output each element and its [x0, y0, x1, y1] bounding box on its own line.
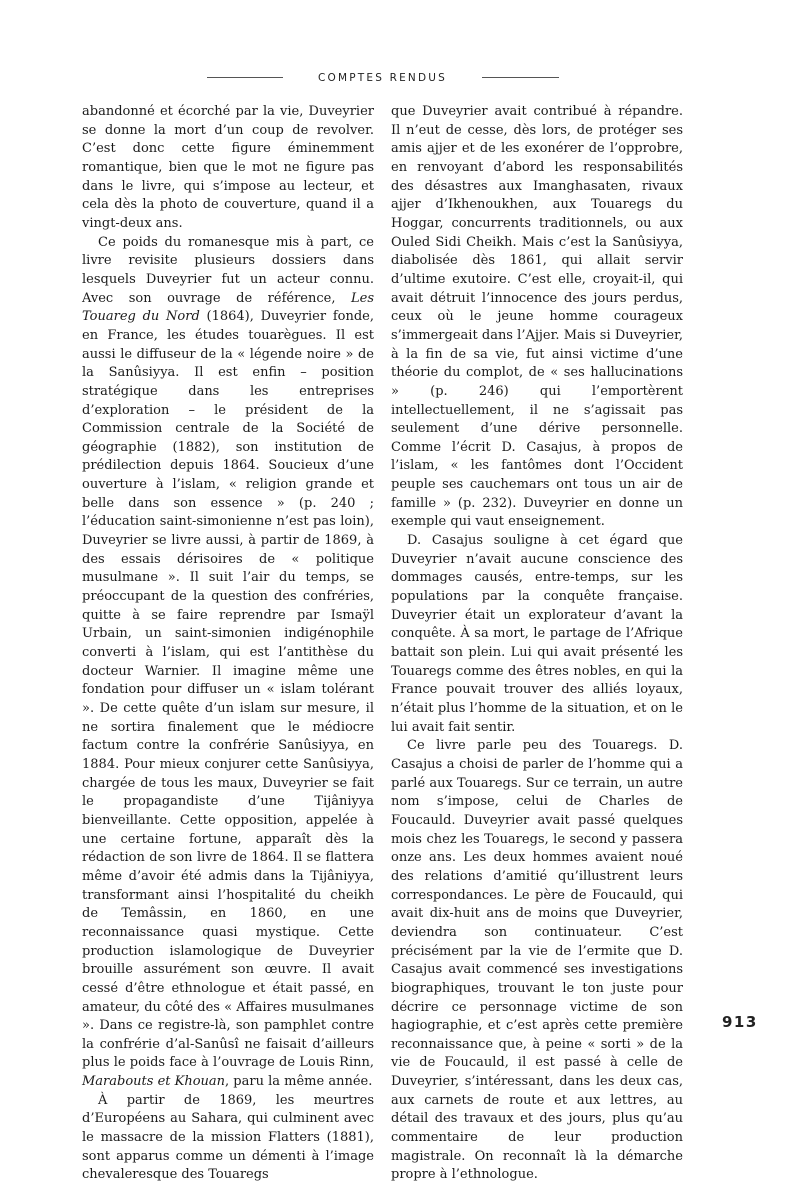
- page-number: 913: [722, 1013, 758, 1031]
- left-paragraph-3: À partir de 1869, les meurtres d’Européens au Sahara, qui culminent avec le massacre de la mission Flatters (1881), sont apparus comme un démenti à l’image chevaleresque des Touaregs: [82, 1092, 374, 1183]
- left-paragraph-1: abandonné et écorché par la vie, Duveyrier se donne la mort d’un coup de revolver. C’est donc cette figure éminemment romantique, bien que le mot ne figure pas dans le livre, qui s’impose au lecteur, et cela dès la photo de couverture, quand il a vingt-deux ans.: [82, 104, 374, 231]
- right-paragraph-1: que Duveyrier avait contribué à répandre. Il n’eut de cesse, dès lors, de protéger ses amis ajjer et de les exonérer de l’opprobre, en renvoyant d’abord les responsabilités des désastres aux Imanghasaten, rivaux ajjer d’Ikhenoukhen, aux Touaregs du Hoggar, concurrents traditionnels, ou aux Ouled Sidi Cheikh. Mais c’est la Sanûsiyya, diabolisée dès 1861, qui allait servir d’ultime exutoire. C’est elle, croyait-il, qui avait détruit l’innocence des jours perdus, ceux où le jeune homme courageux s’immergeait dans l’Ajjer. Mais si Duveyrier, à la fin de sa vie, fut ainsi victime d’une théorie du complot, de « ses hallucinations » (p. 246) qui l’emportèrent intellectuellement, il ne s’agissait pas seulement d’une dérive personnelle. Comme l’écrit D. Casajus, à propos de l’islam, « les fantômes dont l’Occident peuple ses cauchemars ont tous un air de famille » (p. 232). Duveyrier en donne un exemple qui vaut enseignement.: [391, 104, 683, 530]
- left-paragraph-2-part-a: Ce poids du romanesque mis à part, ce livre revisite plusieurs dossiers dans lesquels Duveyrier fut un acteur connu. Avec son ouvrage de référence,: [82, 234, 374, 306]
- right-column: [391, 103, 683, 1185]
- running-head-title: COMPTES RENDUS: [317, 72, 448, 84]
- book-title-marabouts-et-khouan: Marabouts et Khouan: [82, 1074, 226, 1090]
- right-paragraph-3: Ce livre parle peu des Touaregs. D. Casajus a choisi de parler de l’homme qui a parlé aux Touaregs. Sur ce terrain, un autre nom s’impose, celui de Charles de Foucauld. Duveyrier avait passé quelques mois chez les Touaregs, le second y passera onze ans. Les deux hommes avaient noué des relations d’amitié qu’illustrent leurs correspondances. Le père de Foucauld, qui avait dix-huit ans de moins que Duveyrier, deviendra son continuateur. C’est précisément par la vie de l’ermite que D. Casajus avait commencé ses investigations biographiques, trouvant le ton juste pour décrire ce personnage victime de son hagiographie, et c’est après cette première reconnaissance que, à peine « sorti » de la vie de Foucauld, il est passé à celle de Duveyrier, s’intéressant, dans les deux cas, aux carnets de route et aux lettres, au détail des travaux et des jours, plus qu’au commentaire de leur production magistrale. On reconnaît là la démarche propre à l’ethnologue.: [391, 738, 683, 1183]
- left-paragraph-2-part-c: , paru la même année.: [225, 1074, 373, 1090]
- left-column: [82, 103, 374, 1185]
- right-paragraph-2: D. Casajus souligne à cet égard que Duveyrier n’avait aucune conscience des dommages causés, entre-temps, sur les populations par la conquête française. Duveyrier était un explorateur d’avant la conquête. À sa mort, le partage de l’Afrique battait son plein. Lui qui avait présenté les Touaregs comme des êtres nobles, en qui la France pouvait trouver des alliés loyaux, n’était plus l’homme de la situation, et on le lui avait fait sentir.: [391, 533, 683, 735]
- book-title-touareg-du-nord: Les Touareg du Nord: [82, 290, 374, 325]
- running-head: [0, 68, 800, 88]
- running-head-rule-right: [482, 77, 559, 78]
- running-head-rule-left: [207, 77, 283, 78]
- left-paragraph-2: [82, 234, 374, 1092]
- left-paragraph-2-part-b: (1864), Duveyrier fonde, en France, les études touarègues. Il est aussi le diffuseur de la « légende noire » de la Sanûsiyya. Il est enfin – position stratégique dans les entreprises d’exploration – le président de la Commission centrale de la Société de géographie (1882), son institution de prédilection depuis 1864. Soucieux d’une ouverture à l’islam, « religion grande et belle dans son essence » (p. 240 ; l’éducation saint-simonienne n’est pas loin), Duveyrier se livre aussi, à partir de 1869, à des essais dérisoires de « politique musulmane ». Il suit l’air du temps, se préoccupant de la question des confréries, quitte à se faire reprendre par Ismaÿl Urbain, un saint-simonien indigénophile converti à l’islam, qui est l’antithèse du docteur Warnier. Il imagine même une fondation pour diffuser un « islam tolérant ». De cette quête d’un islam sur mesure, il ne sortira finalement que le médiocre factum contre la confrérie Sanûsiyya, en 1884. Pour mieux conjurer cette Sanûsiyya, chargée de tous les maux, Duveyrier se fait le propagandiste d’une Tijâniyya bienveillante. Cette opposition, appelée à une certaine fortune, apparaît dès la rédaction de son livre de 1864. Il se flattera même d’avoir été admis dans la Tijâniyya, transformant ainsi l’hospitalité du cheikh de Temâssin, en 1860, en une reconnaissance quasi mystique. Cette production islamologique de Duveyrier brouille assurément son œuvre. Il avait cessé d’être ethnologue et était passé, en amateur, du côté des « Affaires musulmanes ». Dans ce registre-là, son pamphlet contre la confrérie d’al-Sanûsî ne faisait d’ailleurs plus le poids face à l’ouvrage de Louis Rinn,: [82, 309, 374, 1071]
